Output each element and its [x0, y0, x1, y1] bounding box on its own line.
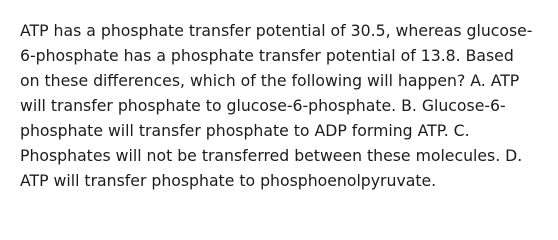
- question-line: 6-phosphate has a phosphate transfer potential of 13.8. Based: [20, 46, 514, 65]
- question-line: ATP has a phosphate transfer potential of 30.5, whereas glucose-: [20, 21, 533, 40]
- question-line: phosphate will transfer phosphate to ADP forming ATP. C.: [20, 121, 470, 140]
- question-line: Phosphates will not be transferred between these molecules. D.: [20, 146, 523, 165]
- question-line: on these differences, which of the following will happen? A. ATP: [20, 71, 520, 90]
- question-text: [20, 18, 550, 193]
- question-line: ATP will transfer phosphate to phosphoenolpyruvate.: [20, 171, 437, 190]
- question-line: will transfer phosphate to glucose-6-phosphate. B. Glucose-6-: [20, 96, 506, 115]
